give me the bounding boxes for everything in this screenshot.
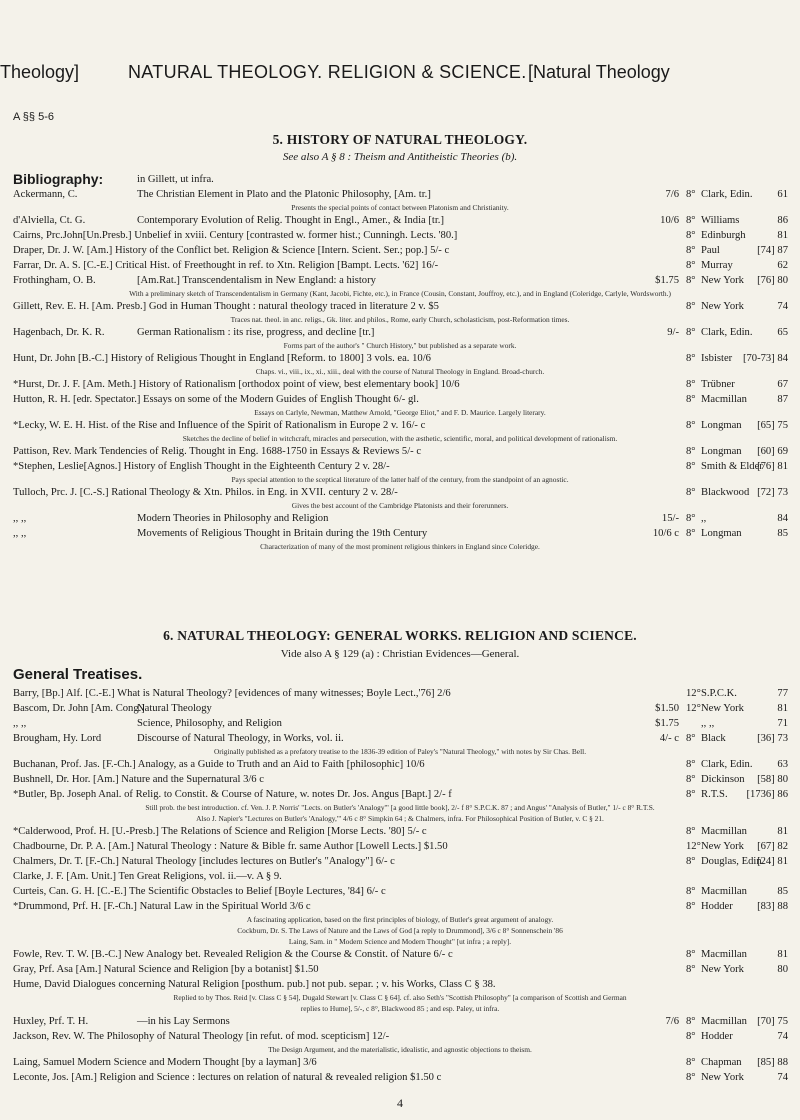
entry-publisher: ,,	[701, 513, 707, 524]
entry-size: 8°	[686, 759, 696, 770]
entry-date: [85] 88	[757, 1057, 788, 1068]
bibliography-entry	[0, 273, 800, 288]
entry-size: 8°	[686, 856, 696, 867]
entry-size: 8°	[686, 394, 696, 405]
entry-date: 77	[777, 688, 788, 699]
entry-author: d'Alviella, Ct. G.	[13, 215, 86, 226]
entry-date: [83] 88	[757, 901, 788, 912]
entry-size: 8°	[686, 327, 696, 338]
entry-publisher: Hodder	[701, 901, 733, 912]
annotation-note: Also J. Napier's "Lectures on Butler's 'Analogy,'" 4/6 c 8° Simpkin 64 ; & Chalmers, infra. For Philosophical Position of Butler, v. C § 21.	[196, 814, 604, 823]
entry-date: [76] 80	[757, 275, 788, 286]
entry-text: Barry, [Bp.] Alf. [C.-E.] What is Natural Theology? [evidences of many witnesses; Boyle Lect.,'76] 2/6	[13, 688, 451, 699]
entry-publisher: New York	[701, 1072, 744, 1083]
entry-price: $1.50	[655, 703, 679, 714]
entry-text: Pattison, Rev. Mark Tendencies of Relig. Thought in Eng. 1688-1750 in Essays & Reviews 5/- c	[13, 446, 422, 457]
entry-date: 85	[777, 886, 788, 897]
bibliography-entry	[0, 947, 800, 962]
entry-author: Brougham, Hy. Lord	[13, 733, 102, 744]
entry-text: Hunt, Dr. John [B.-C.] History of Religious Thought in England [Reform. to 1800] 3 vols. ea. 10/6	[13, 353, 431, 364]
bibliography-entry	[0, 418, 800, 433]
bibliography-entry	[0, 731, 800, 746]
section-reference: A §§ 5-6	[13, 111, 54, 123]
entry-text: *Drummond, Prf. H. [F.-Ch.] Natural Law in the Spiritual World 3/6 c	[13, 901, 311, 912]
entry-size: 8°	[686, 275, 696, 286]
annotation-note: Pays special attention to the sceptical literature of the latter half of the century, from the standpoint of an agnostic.	[231, 475, 569, 484]
entry-size: 8°	[686, 379, 696, 390]
section5-see-also: See also A § 8 : Theism and Antitheistic Theories (b).	[282, 151, 518, 163]
entry-publisher: Macmillan	[701, 886, 747, 897]
entry-size: 8°	[686, 789, 696, 800]
entry-publisher: Smith & Elder	[701, 461, 763, 472]
bibliography-entry	[0, 444, 800, 459]
entry-title: Discourse of Natural Theology, in Works, vol. ii.	[137, 733, 344, 744]
entry-text: Draper, Dr. J. W. [Am.] History of the Conflict bet. Religion & Science [Intern. Scient. Ser.; pop.] 5/- c	[13, 245, 450, 256]
header-left: Theology]	[0, 62, 80, 82]
entry-date: [74] 87	[757, 245, 788, 256]
annotation-note: The Design Argument, and the materialistic, idealistic, and agnostic objections to theism.	[268, 1045, 532, 1054]
bibliography-entry	[0, 977, 800, 992]
entry-text: Tulloch, Prc. J. [C.-S.] Rational Theology & Xtn. Philos. in Eng. in XVII. century 2 v. 28/-	[13, 487, 398, 498]
annotation-note: Gives the best account of the Cambridge Platonists and their forerunners.	[291, 501, 509, 510]
entry-size: 12°	[686, 703, 701, 714]
entry-title: Natural Theology	[137, 703, 212, 714]
entry-text: Hume, David Dialogues concerning Natural Religion [posthum. pub.] not pub. separ. ; v. his Works, Class C § 38.	[13, 979, 496, 990]
bibliography-entry	[0, 787, 800, 802]
annotation-note: Laing, Sam. in " Modern Science and Modern Thought" [ut infra ; a reply].	[288, 937, 512, 946]
bibliography-entry	[0, 757, 800, 772]
entry-price: 7/6	[665, 189, 679, 200]
entry-text: Clarke, J. F. [Am. Unit.] Ten Great Religions, vol. ii.—v. A § 9.	[13, 871, 282, 882]
entry-text: Chadbourne, Dr. P. A. [Am.] Natural Theology : Nature & Bible fr. same Author [Lowell Lects.] $1.50	[13, 841, 448, 852]
entry-text: Gillett, Rev. E. H. [Am. Presb.] God in Human Thought : natural theology traced in literature 2 v. $5	[13, 301, 439, 312]
entry-title: German Rationalism : its rise, progress, and decline [tr.]	[137, 327, 375, 338]
entry-size: 8°	[686, 964, 696, 975]
entry-date: 80	[777, 964, 788, 975]
header-right: [Natural Theology	[528, 62, 670, 82]
entry-publisher: Williams	[701, 215, 740, 226]
entry-publisher: Black	[701, 733, 726, 744]
bibliography-entry	[0, 485, 800, 500]
entry-publisher: Douglas, Edin.	[701, 856, 765, 867]
entry-date: [60] 69	[757, 446, 788, 457]
entry-size: 8°	[686, 886, 696, 897]
bibliography-entry	[0, 377, 800, 392]
entry-title: Science, Philosophy, and Religion	[137, 718, 282, 729]
annotation-note: Traces nat. theol. in anc. religs., Gk. liter. and philos., Rome, early Church, scholasticism, post-Reformation times.	[230, 315, 570, 324]
entry-text: Laing, Samuel Modern Science and Modern Thought [by a layman] 3/6	[13, 1057, 317, 1068]
bibliography-entry	[0, 1070, 800, 1085]
entry-size: 8°	[686, 245, 696, 256]
bibliography-entry	[0, 962, 800, 977]
entry-size: 8°	[686, 901, 696, 912]
entry-price: 7/6	[665, 1016, 679, 1027]
bibliography-entry	[0, 351, 800, 366]
entry-date: [72] 73	[757, 487, 788, 498]
bibliography-entry	[0, 243, 800, 258]
entry-publisher: Clark, Edin.	[701, 189, 753, 200]
bibliography-entry	[0, 772, 800, 787]
bibliography-entry	[0, 172, 800, 187]
entry-date: [58] 80	[757, 774, 788, 785]
entry-title: Contemporary Evolution of Relig. Thought in Engl., Amer., & India [tr.]	[137, 215, 444, 226]
bibliography-entry	[0, 1055, 800, 1070]
entry-price: $1.75	[655, 718, 679, 729]
entry-publisher: S.P.C.K.	[701, 688, 737, 699]
entry-date: 84	[777, 513, 788, 524]
entry-text: Chalmers, Dr. T. [F.-Ch.] Natural Theology [includes lectures on Butler's "Analogy"] 6/- c	[13, 856, 395, 867]
entry-date: 74	[777, 1072, 788, 1083]
entry-date: [65] 75	[757, 420, 788, 431]
bibliography-entry	[0, 854, 800, 869]
entry-date: 81	[777, 949, 788, 960]
annotation-note: Essays on Carlyle, Newman, Matthew Arnold, "George Eliot," and F. D. Maurice. Largely literary.	[254, 408, 546, 417]
entry-date: 81	[777, 230, 788, 241]
entry-text: Farrar, Dr. A. S. [C.-E.] Critical Hist. of Freethought in ref. to Xtn. Religion [Bampt. Lects. '62] 16/-	[13, 260, 439, 271]
annotation-note: Forms part of the author's " Church History," but published as a separate work.	[283, 341, 517, 350]
annotation-note: Cockburn, Dr. S. The Laws of Nature and the Laws of God [a reply to Drummond], 3/6 c 8° Sonnenschein '86	[237, 926, 563, 935]
entry-date: [67] 82	[757, 841, 788, 852]
entry-date: 63	[777, 759, 788, 770]
entry-publisher: New York	[701, 964, 744, 975]
entry-title: in Gillett, ut infra.	[137, 174, 214, 185]
bibliography-entry	[0, 187, 800, 202]
entry-price: 9/-	[667, 327, 679, 338]
entry-price: 10/6 c	[652, 528, 679, 539]
annotation-note: Still prob. the best introduction. cf. Ven. J. P. Norris' "Lects. on Butler's 'Analogy'" [a good little book], 2/- f 8° S.P.C.K. 87 ; and Angus' "Analysis of Butler," 1/- c 8° R.T.S.	[145, 803, 655, 812]
entry-size: 8°	[686, 1031, 696, 1042]
entry-size: 8°	[686, 189, 696, 200]
bibliography-entry	[0, 824, 800, 839]
entry-date: 87	[777, 394, 788, 405]
entry-size: 8°	[686, 949, 696, 960]
annotation-note: Chaps. vi., viii., ix., xi., xiii., deal with the course of Natural Theology in England. Broad-church.	[255, 367, 545, 376]
bibliography-entry	[0, 899, 800, 914]
bibliography-entry	[0, 392, 800, 407]
entry-publisher: New York	[701, 275, 744, 286]
entry-date: 85	[777, 528, 788, 539]
entry-author: ,, ,,	[13, 718, 27, 729]
entry-size: 12°	[686, 688, 701, 699]
bibliography-entry	[0, 884, 800, 899]
entry-author: Bascom, Dr. John [Am. Cong.]	[13, 703, 145, 714]
bibliography-entry	[0, 839, 800, 854]
entry-price: 4/- c	[659, 733, 679, 744]
entry-text: *Lecky, W. E. H. Hist. of the Rise and Influence of the Spirit of Rationalism in Europe 2 v. 16/- c	[13, 420, 426, 431]
bibliography-entry	[0, 701, 800, 716]
annotation-note: A fascinating application, based on the first principles of biology, of Butler's great argument of analogy.	[246, 915, 554, 924]
entry-publisher: Isbister	[701, 353, 733, 364]
entry-text: Cairns, Prc.John[Un.Presb.] Unbelief in xviii. Century [contrasted w. former hist.; Cunningh. Lects. '80.]	[13, 230, 458, 241]
entry-text: *Butler, Bp. Joseph Anal. of Relig. to Constit. & Course of Nature, w. notes Dr. Jos. Angus [Bapt.] 2/- f	[13, 789, 452, 800]
entry-size: 8°	[686, 353, 696, 364]
bibliography-entry	[0, 258, 800, 273]
entry-text: Hutton, R. H. [edr. Spectator.] Essays on some of the Modern Guides of English Thought 6/- gl.	[13, 394, 419, 405]
entry-date: 62	[777, 260, 788, 271]
entry-date: 81	[777, 703, 788, 714]
section6-title: 6. NATURAL THEOLOGY: GENERAL WORKS. RELIGION AND SCIENCE.	[163, 628, 637, 643]
entry-publisher: ,, ,,	[701, 718, 715, 729]
entry-title: Movements of Religious Thought in Britain during the 19th Century	[137, 528, 428, 539]
entry-date: [24] 81	[757, 856, 788, 867]
section6-see-also: Vide also A § 129 (a) : Christian Evidences—General.	[280, 648, 520, 660]
entry-size: 8°	[686, 774, 696, 785]
entry-author: Hagenbach, Dr. K. R.	[13, 327, 105, 338]
entry-size: 8°	[686, 420, 696, 431]
general-treatises-heading: General Treatises.	[13, 666, 143, 683]
entry-text: Gray, Prf. Asa [Am.] Natural Science and Religion [by a botanist] $1.50	[13, 964, 319, 975]
entry-text: *Calderwood, Prof. H. [U.-Presb.] The Relations of Science and Religion [Morse Lects. '80] 5/- c	[13, 826, 427, 837]
entry-publisher: Paul	[701, 245, 720, 256]
entry-text: Curteis, Can. G. H. [C.-E.] The Scientific Obstacles to Belief [Boyle Lectures, '84] 6/- c	[13, 886, 386, 897]
entry-text: Buchanan, Prof. Jas. [F.-Ch.] Analogy, as a Guide to Truth and an Aid to Faith [philosophic] 10/6	[13, 759, 425, 770]
entry-size: 8°	[686, 461, 696, 472]
entry-size: 8°	[686, 826, 696, 837]
entry-text: *Hurst, Dr. J. F. [Am. Meth.] History of Rationalism [orthodox point of view, best elementary book] 10/6	[13, 379, 460, 390]
entry-publisher: Clark, Edin.	[701, 327, 753, 338]
bibliography-entry	[0, 299, 800, 314]
entry-author: Ackermann, C.	[13, 189, 78, 200]
entry-size: 8°	[686, 260, 696, 271]
entry-size: 8°	[686, 230, 696, 241]
entry-author: ,, ,,	[13, 528, 27, 539]
entry-publisher: Clark, Edin.	[701, 759, 753, 770]
entry-author: Huxley, Prf. T. H.	[13, 1016, 89, 1027]
section5-entries	[0, 172, 800, 552]
entry-title: Modern Theories in Philosophy and Religion	[137, 513, 329, 524]
section5-title: 5. HISTORY OF NATURAL THEOLOGY.	[272, 132, 528, 147]
entry-size: 8°	[686, 733, 696, 744]
entry-publisher: Macmillan	[701, 949, 747, 960]
entry-publisher: Macmillan	[701, 1016, 747, 1027]
entry-publisher: Chapman	[701, 1057, 742, 1068]
bibliography-entry	[0, 716, 800, 731]
annotation-note: With a preliminary sketch of Transcendentalism in Germany (Kant, Jacobi, Fichte, etc.), in France (Cousin, Constant, Jouffroy, etc.), and in England (Coleridge, Carlyle, Wordsworth.)	[129, 289, 671, 298]
entry-date: 74	[777, 301, 788, 312]
entry-publisher: Dickinson	[701, 774, 745, 785]
entry-size: 8°	[686, 301, 696, 312]
bibliography-entry	[0, 1014, 800, 1029]
entry-size: 8°	[686, 1072, 696, 1083]
bibliography-entry	[0, 526, 800, 541]
entry-date: [36] 73	[757, 733, 788, 744]
entry-publisher: R.T.S.	[701, 789, 728, 800]
entry-publisher: Longman	[701, 446, 742, 457]
entry-date: [70-73] 84	[742, 353, 788, 364]
entry-size: 8°	[686, 528, 696, 539]
entry-size: 8°	[686, 215, 696, 226]
entry-publisher: New York	[701, 703, 744, 714]
entry-date: 67	[777, 379, 788, 390]
bibliography-entry	[0, 459, 800, 474]
entry-publisher: Edinburgh	[701, 230, 746, 241]
entry-date: 74	[777, 1031, 788, 1042]
entry-publisher: Longman	[701, 420, 742, 431]
bibliography-entry	[0, 686, 800, 701]
annotation-note: Characterization of many of the most prominent religious thinkers in England since Coleridge.	[260, 542, 540, 551]
header-center: NATURAL THEOLOGY. RELIGION & SCIENCE.	[128, 62, 527, 82]
entry-publisher: Trübner	[701, 379, 735, 390]
entry-publisher: New York	[701, 841, 744, 852]
entry-title: The Christian Element in Plato and the Platonic Philosophy, [Am. tr.]	[137, 189, 431, 200]
entry-price: 10/6	[660, 215, 679, 226]
bibliography-entry	[0, 869, 800, 884]
entry-author: ,, ,,	[13, 513, 27, 524]
entry-date: [1736] 86	[746, 789, 788, 800]
annotation-note: Sketches the decline of belief in witchcraft, miracles and persecution, with the æsthetic, scientific, moral, and political development of rationalism.	[182, 434, 618, 443]
entry-publisher: Blackwood	[701, 487, 750, 498]
annotation-note: Presents the special points of contact between Platonism and Christianity.	[291, 203, 509, 212]
entry-text: Fowle, Rev. T. W. [B.-C.] New Analogy bet. Revealed Religion & the Course & Constit. of Nature 6/- c	[13, 949, 453, 960]
entry-publisher: Macmillan	[701, 826, 747, 837]
entry-size: 12°	[686, 841, 701, 852]
bibliography-entry	[0, 511, 800, 526]
entry-text: Leconte, Jos. [Am.] Religion and Science : lectures on relation of natural & revealed religion $1.50 c	[13, 1072, 442, 1083]
entry-publisher: Hodder	[701, 1031, 733, 1042]
entry-author: Frothingham, O. B.	[13, 275, 96, 286]
entry-text: Jackson, Rev. W. The Philosophy of Natural Theology [in refut. of mod. scepticism] 12/-	[13, 1031, 390, 1042]
entry-price: 15/-	[661, 513, 679, 524]
section6-entries	[0, 686, 800, 1085]
bibliography-label: Bibliography:	[13, 171, 104, 187]
entry-date: 65	[777, 327, 788, 338]
entry-publisher: Murray	[701, 260, 733, 271]
entry-text: Bushnell, Dr. Hor. [Am.] Nature and the Supernatural 3/6 c	[13, 774, 264, 785]
entry-size: 8°	[686, 487, 696, 498]
running-header	[0, 62, 800, 90]
entry-price: $1.75	[655, 275, 679, 286]
annotation-note: Originally published as a prefatory treatise to the 1836-39 edition of Paley's "Natural Theology," with notes by Sir Chas. Bell.	[213, 747, 587, 756]
entry-size: 8°	[686, 1016, 696, 1027]
entry-size: 8°	[686, 1057, 696, 1068]
entry-publisher: Longman	[701, 528, 742, 539]
entry-publisher: Macmillan	[701, 394, 747, 405]
bibliography-entry	[0, 213, 800, 228]
annotation-note: Replied to by Thos. Reid [v. Class C § 54], Dugald Stewart [v. Class C § 64]. cf. also Seth's "Scottish Philosophy" [a comparison of Scottish and German	[173, 993, 627, 1002]
annotation-note: replies to Hume], 5/-, c 8°, Blackwood 85 ; and esp. Paley, ut infra.	[300, 1004, 500, 1013]
entry-date: 61	[777, 189, 788, 200]
bibliography-entry	[0, 228, 800, 243]
entry-size: 8°	[686, 446, 696, 457]
entry-text: *Stephen, Leslie[Agnos.] History of English Thought in the Eighteenth Century 2 v. 28/-	[13, 461, 390, 472]
entry-title: —in his Lay Sermons	[137, 1016, 230, 1027]
entry-date: 81	[777, 826, 788, 837]
bibliography-entry	[0, 325, 800, 340]
entry-publisher: New York	[701, 301, 744, 312]
entry-date: 86	[777, 215, 788, 226]
entry-title: [Am.Rat.] Transcendentalism in New England: a history	[137, 275, 376, 286]
entry-date: 71	[777, 718, 788, 729]
entry-date: [70] 75	[757, 1016, 788, 1027]
bibliography-entry	[0, 1029, 800, 1044]
page-number: 4	[397, 1096, 403, 1110]
entry-date: [76] 81	[757, 461, 788, 472]
entry-size: 8°	[686, 513, 696, 524]
